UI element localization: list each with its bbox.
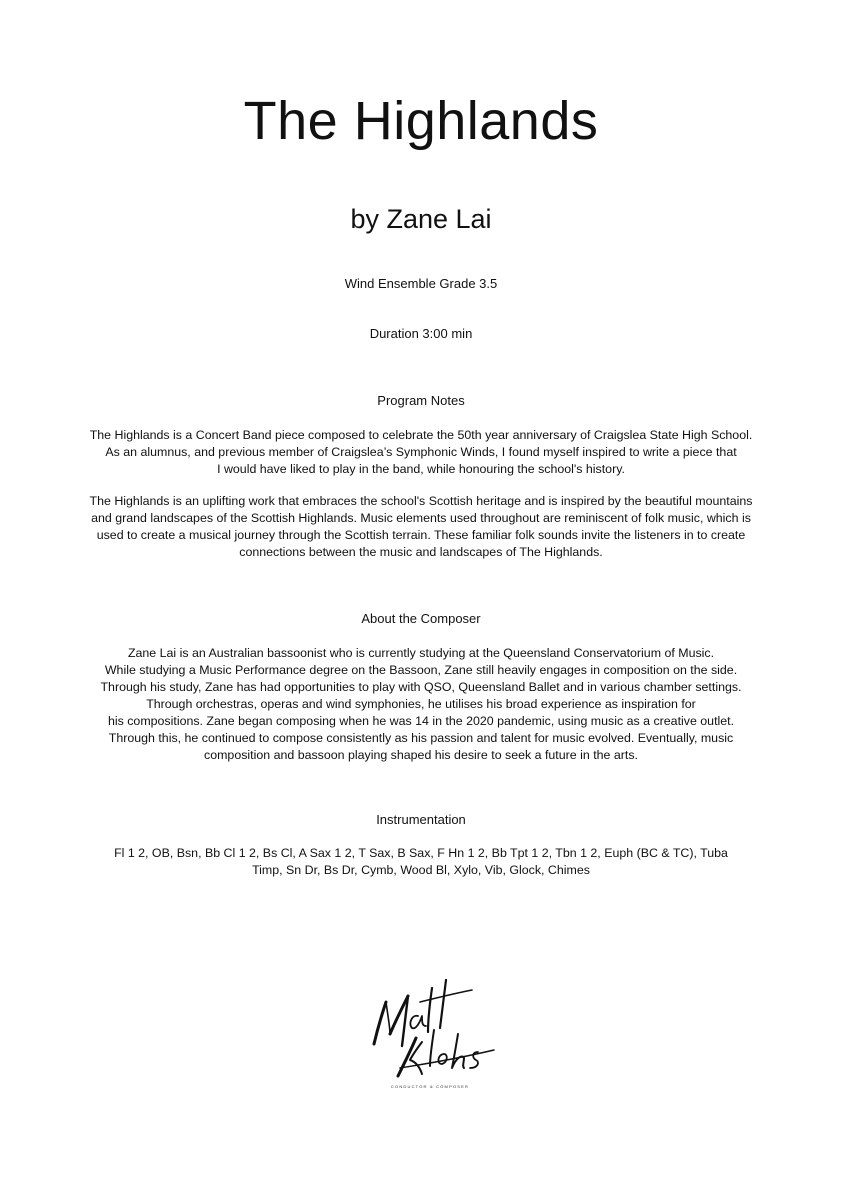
text-line: Through this, he continued to compose consistently as his passion and talent for music evolved. Eventually, music bbox=[108, 731, 734, 745]
text-line: used to create a musical journey through the Scottish terrain. These familiar folk sounds invite the listeners in to create bbox=[96, 528, 746, 542]
instrumentation-heading: Instrumentation bbox=[376, 812, 466, 827]
signature-logo bbox=[360, 972, 500, 1096]
text-line: Zane Lai is an Australian bassoonist who is currently studying at the Queensland Conservatorium of Music. bbox=[127, 646, 715, 660]
logo-tagline: CONDUCTOR & COMPOSER bbox=[390, 1084, 470, 1089]
text-line: connections between the music and landscapes of The Highlands. bbox=[239, 545, 603, 559]
instrumentation-list bbox=[40, 845, 802, 879]
text-line: Timp, Sn Dr, Bs Dr, Cymb, Wood Bl, Xylo, Vib, Glock, Chimes bbox=[252, 863, 590, 877]
text-line: While studying a Music Performance degree on the Bassoon, Zane still heavily engages in composition on the side. bbox=[104, 663, 738, 677]
program-notes-paragraph-2 bbox=[40, 493, 802, 561]
duration: Duration 3:00 min bbox=[369, 326, 473, 341]
text-line: Through his study, Zane has had opportunities to play with QSO, Queensland Ballet and in various chamber settings. bbox=[100, 680, 742, 694]
text-line: composition and bassoon playing shaped his desire to seek a future in the arts. bbox=[204, 748, 638, 762]
composer-byline: by Zane Lai bbox=[350, 204, 492, 234]
text-line: Fl 1 2, OB, Bsn, Bb Cl 1 2, Bs Cl, A Sax 1 2, T Sax, B Sax, F Hn 1 2, Bb Tpt 1 2, Tbn 1 2, Euph (BC & TC), Tuba bbox=[114, 846, 728, 860]
signature-logo-graphic bbox=[360, 972, 500, 1084]
text-line: his compositions. Zane began composing when he was 14 in the 2020 pandemic, using music as a creative outlet. bbox=[107, 714, 735, 728]
ensemble-grade: Wind Ensemble Grade 3.5 bbox=[344, 276, 498, 291]
page-title: The Highlands bbox=[243, 91, 599, 151]
text-line: and grand landscapes of the Scottish Highlands. Music elements used throughout are reminiscent of folk music, which is bbox=[91, 511, 751, 525]
text-line: The Highlands is an uplifting work that embraces the school's Scottish heritage and is inspired by the beautiful mountains bbox=[89, 494, 753, 508]
text-line: I would have liked to play in the band, while honouring the school's history. bbox=[217, 462, 625, 476]
text-line: The Highlands is a Concert Band piece composed to celebrate the 50th year anniversary of Craigslea State High School. bbox=[89, 428, 753, 442]
program-notes-paragraph-1 bbox=[40, 427, 802, 478]
text-line: As an alumnus, and previous member of Craigslea’s Symphonic Winds, I found myself inspired to write a piece that bbox=[105, 445, 737, 459]
text-line: Through orchestras, operas and wind symphonies, he utilises his broad experience as inspiration for bbox=[146, 697, 696, 711]
about-composer-heading: About the Composer bbox=[361, 611, 481, 626]
program-notes-heading: Program Notes bbox=[377, 393, 465, 408]
about-composer-paragraph bbox=[40, 645, 802, 764]
